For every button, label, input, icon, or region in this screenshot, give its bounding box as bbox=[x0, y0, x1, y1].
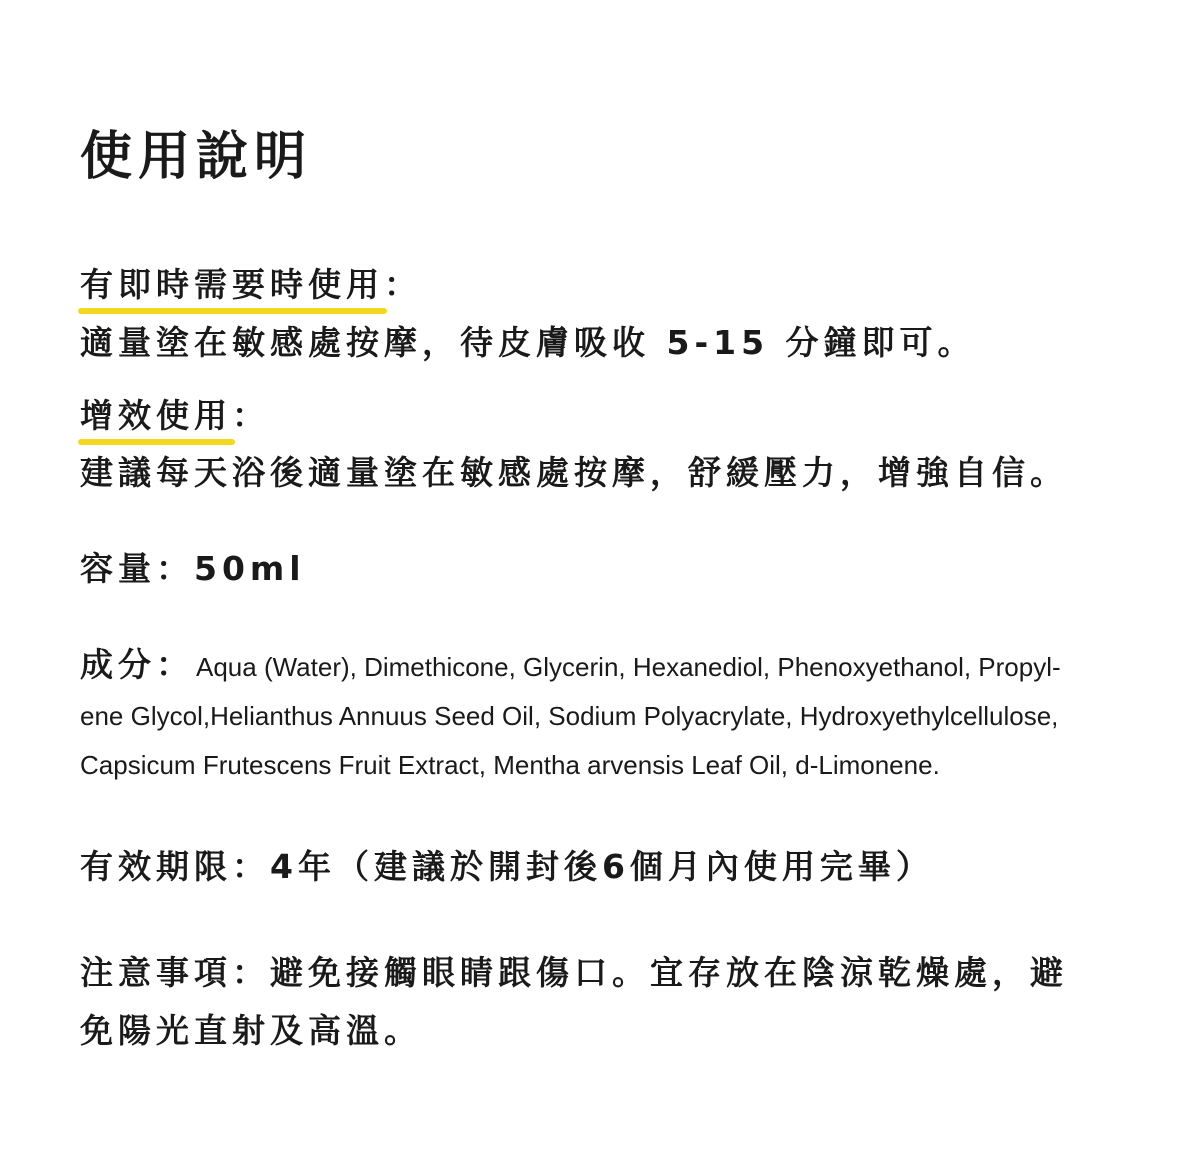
on-demand-heading bbox=[80, 262, 422, 308]
on-demand-heading-text: 有即時需要時使用 bbox=[80, 262, 384, 308]
ingredients-block bbox=[80, 640, 1130, 790]
ingredients-label: 成分： bbox=[80, 645, 194, 684]
enhanced-instructions: 建議每天浴後適量塗在敏感處按摩，舒緩壓力，增強自信。 bbox=[80, 453, 1068, 492]
notice-line-1: 注意事項：避免接觸眼睛跟傷口。宜存放在陰涼乾燥處，避 bbox=[80, 953, 1068, 992]
ingredients-line-1 bbox=[80, 640, 1130, 692]
ingredients-text-1: Aqua (Water), Dimethicone, Glycerin, Hexanediol, Phenoxyethanol, Propyl- bbox=[196, 652, 1061, 682]
page-title: 使用說明 bbox=[80, 127, 313, 187]
on-demand-instructions: 適量塗在敏感處按摩，待皮膚吸收 5-15 分鐘即可。 bbox=[80, 323, 976, 362]
on-demand-colon: ： bbox=[384, 265, 422, 304]
ingredients-line-2: ene Glycol,Helianthus Annuus Seed Oil, Sodium Polyacrylate, Hydroxyethylcellulose, bbox=[80, 701, 1059, 731]
enhanced-heading-text: 增效使用 bbox=[80, 393, 232, 439]
ingredients-line-3: Capsicum Frutescens Fruit Extract, Mentha arvensis Leaf Oil, d-Limonene. bbox=[80, 750, 940, 780]
capacity-line: 容量：50ml bbox=[80, 549, 306, 588]
enhanced-colon: ： bbox=[232, 396, 270, 435]
notice-line-2: 免陽光直射及高溫。 bbox=[80, 1011, 422, 1050]
enhanced-heading bbox=[80, 393, 270, 439]
shelf-life-line: 有效期限：4年（建議於開封後6個月內使用完畢） bbox=[80, 847, 934, 886]
notice-block bbox=[80, 944, 1140, 1060]
